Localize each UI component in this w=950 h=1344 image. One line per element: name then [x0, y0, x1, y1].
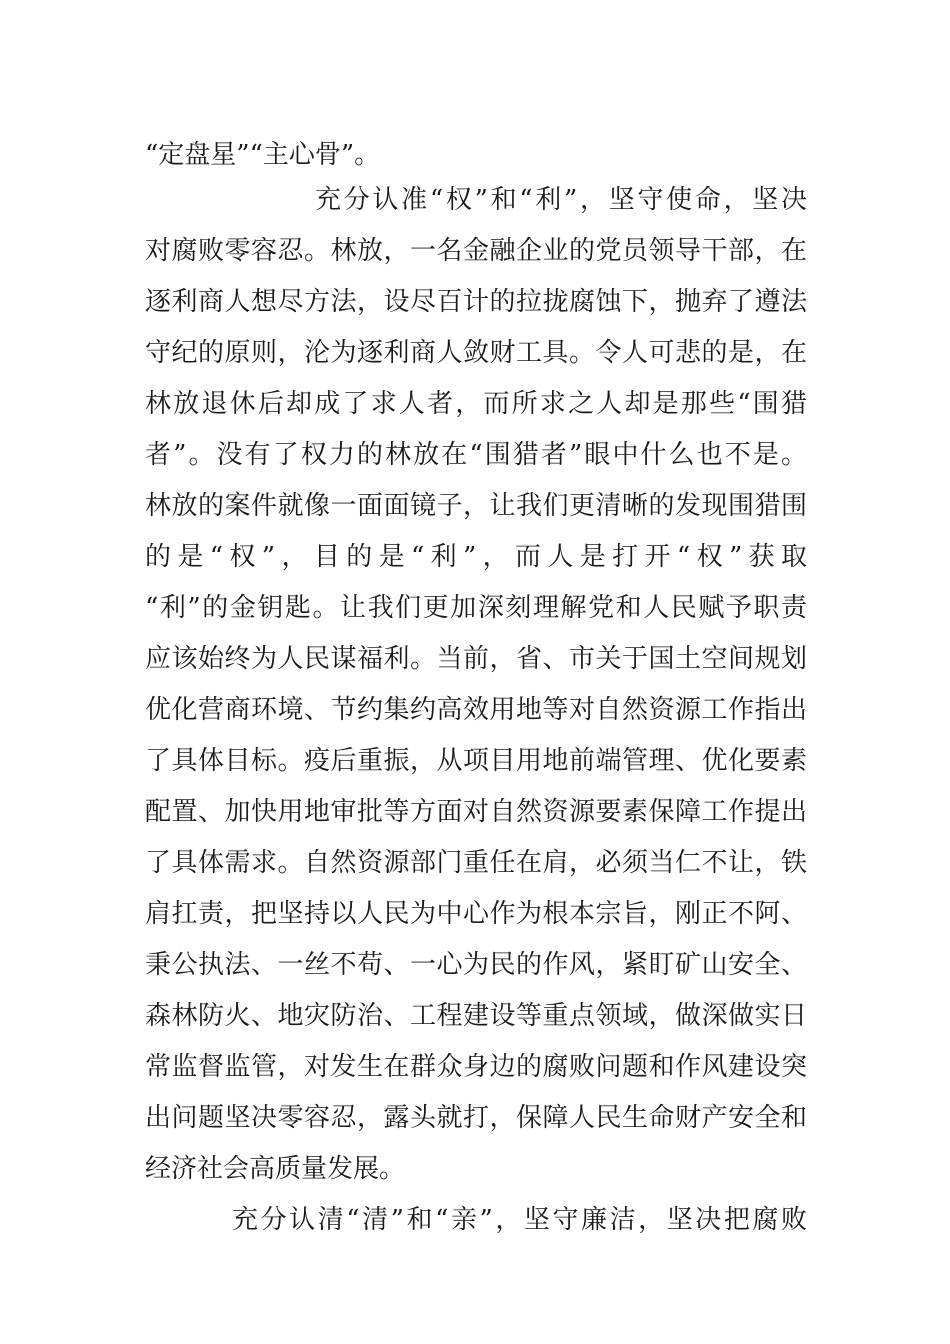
text-line: 林放的案件就像一面面镜子，让我们更清晰的发现围猎围 [145, 491, 807, 521]
text-line: 应该始终为人民谋福利。当前，省、市关于国土空间规划 [145, 644, 807, 674]
paragraph-first-line: 充分认清“清”和“亲”，坚守廉洁，坚决把腐败 [232, 1205, 807, 1235]
text-line: 守纪的原则，沦为逐利商人敛财工具。令人可悲的是，在 [145, 338, 807, 368]
paragraph-last-line: 经济社会高质量发展。 [145, 1154, 406, 1184]
text-line: 肩扛责，把坚持以人民为中心作为根本宗旨，刚正不阿、 [145, 899, 807, 929]
text-line: “定盘星”“主心骨”。 [145, 140, 381, 170]
text-line: 秉公执法、一丝不苟、一心为民的作风，紧盯矿山安全、 [145, 950, 807, 980]
text-line: 的是“权”，目的是“利”，而人是打开“权”获取 [145, 542, 807, 572]
text-line: 出问题坚决零容忍，露头就打，保障人民生命财产安全和 [145, 1103, 807, 1133]
text-line: 者”。没有了权力的林放在“围猎者”眼中什么也不是。 [145, 440, 807, 470]
text-line: 常监督监管，对发生在群众身边的腐败问题和作风建设突 [145, 1052, 807, 1082]
text-line: 了具体目标。疫后重振，从项目用地前端管理、优化要素 [145, 746, 807, 776]
text-line: 森林防火、地灾防治、工程建设等重点领域，做深做实日 [145, 1001, 807, 1031]
text-line: 配置、加快用地审批等方面对自然资源要素保障工作提出 [145, 797, 807, 827]
text-line: 逐利商人想尽方法，设尽百计的拉拢腐蚀下，抛弃了遵法 [145, 287, 807, 317]
text-line: “利”的金钥匙。让我们更加深刻理解党和人民赋予职责 [145, 593, 807, 623]
text-line: 对腐败零容忍。林放，一名金融企业的党员领导干部，在 [145, 236, 807, 266]
paragraph-first-line: 充分认准“权”和“利”，坚守使命，坚决 [315, 185, 807, 215]
text-line: 了具体需求。自然资源部门重任在肩，必须当仁不让，铁 [145, 848, 807, 878]
text-line: 林放退休后却成了求人者，而所求之人却是那些“围猎 [145, 389, 807, 419]
text-line: 优化营商环境、节约集约高效用地等对自然资源工作指出 [145, 695, 807, 725]
